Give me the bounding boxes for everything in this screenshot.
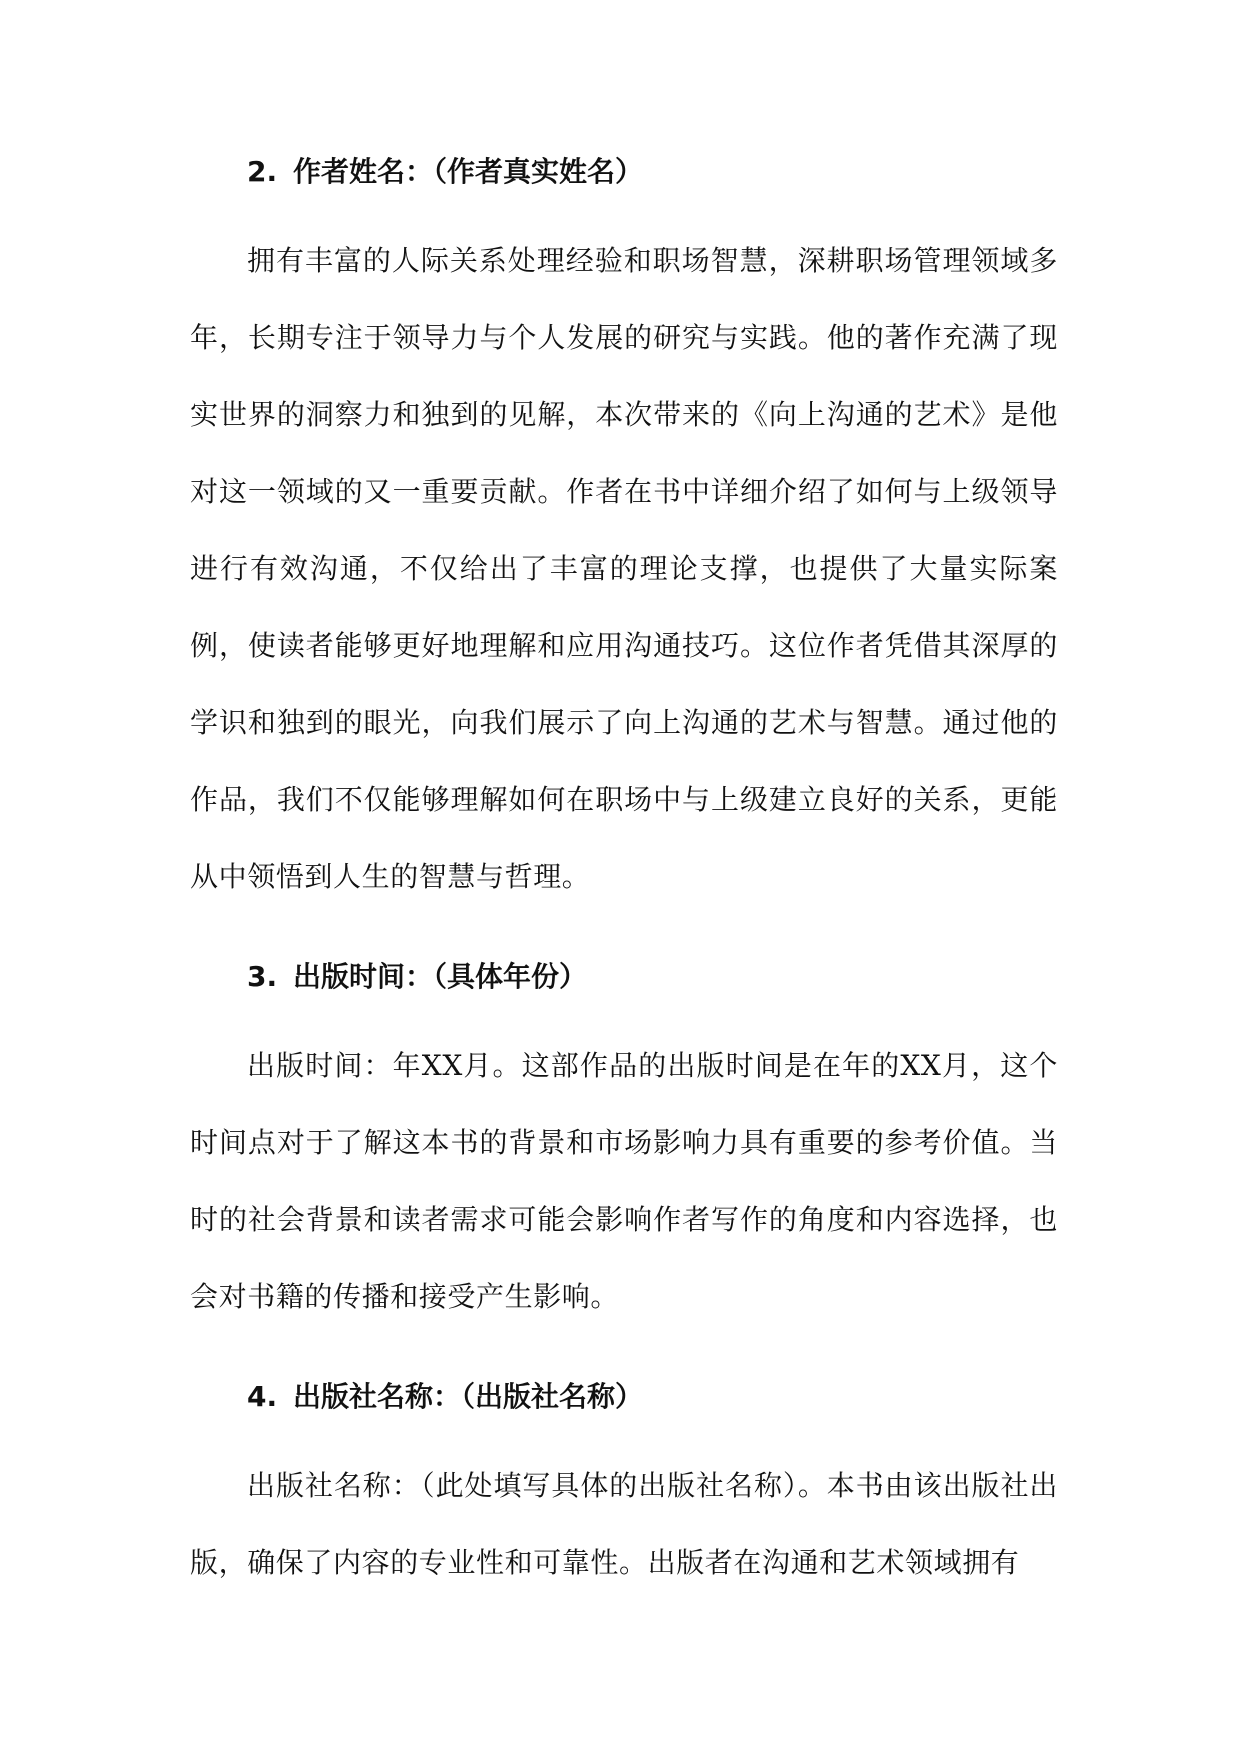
section-number: 4. — [247, 1380, 278, 1413]
section-body: 拥有丰富的人际关系处理经验和职场智慧，深耕职场管理领域多年，长期专注于领导力与个人发展的研究与实践。他的著作充满了现实世界的洞察力和独到的见解，本次带来的《向上沟通的艺术》是他对这一领域的又一重要贡献。作者在书中详细介绍了如何与上级领导进行有效沟通，不仅给出了丰富的理论支撑，也提供了大量实际案例，使读者能够更好地理解和应用沟通技巧。这位作者凭借其深厚的学识和独到的眼光，向我们展示了向上沟通的艺术与智慧。通过他的作品，我们不仅能够理解如何在职场中与上级建立良好的关系，更能从中领悟到人生的智慧与哲理。 — [190, 244, 1058, 893]
section-author-name — [190, 146, 1058, 915]
section-number: 2. — [247, 155, 278, 188]
section-heading — [190, 1371, 1058, 1423]
section-title: 出版时间：（具体年份） — [293, 960, 588, 993]
section-body: 出版社名称：（此处填写具体的出版社名称）。本书由该出版社出版，确保了内容的专业性和可靠性。出版者在沟通和艺术领域拥有 — [190, 1469, 1058, 1579]
section-heading — [190, 951, 1058, 1003]
section-publisher — [190, 1371, 1058, 1601]
section-gap — [190, 1335, 1058, 1371]
section-gap — [190, 915, 1058, 951]
section-title: 出版社名称：（出版社名称） — [293, 1380, 644, 1413]
section-body: 出版时间：年XX月。这部作品的出版时间是在年的XX月，这个时间点对于了解这本书的背景和市场影响力具有重要的参考价值。当时的社会背景和读者需求可能会影响作者写作的角度和内容选择，也会对书籍的传播和接受产生影响。 — [190, 1049, 1058, 1313]
document-content — [190, 146, 1058, 1601]
section-heading — [190, 146, 1058, 198]
section-publish-date — [190, 951, 1058, 1335]
section-number: 3. — [247, 960, 278, 993]
section-title: 作者姓名：（作者真实姓名） — [293, 155, 644, 188]
